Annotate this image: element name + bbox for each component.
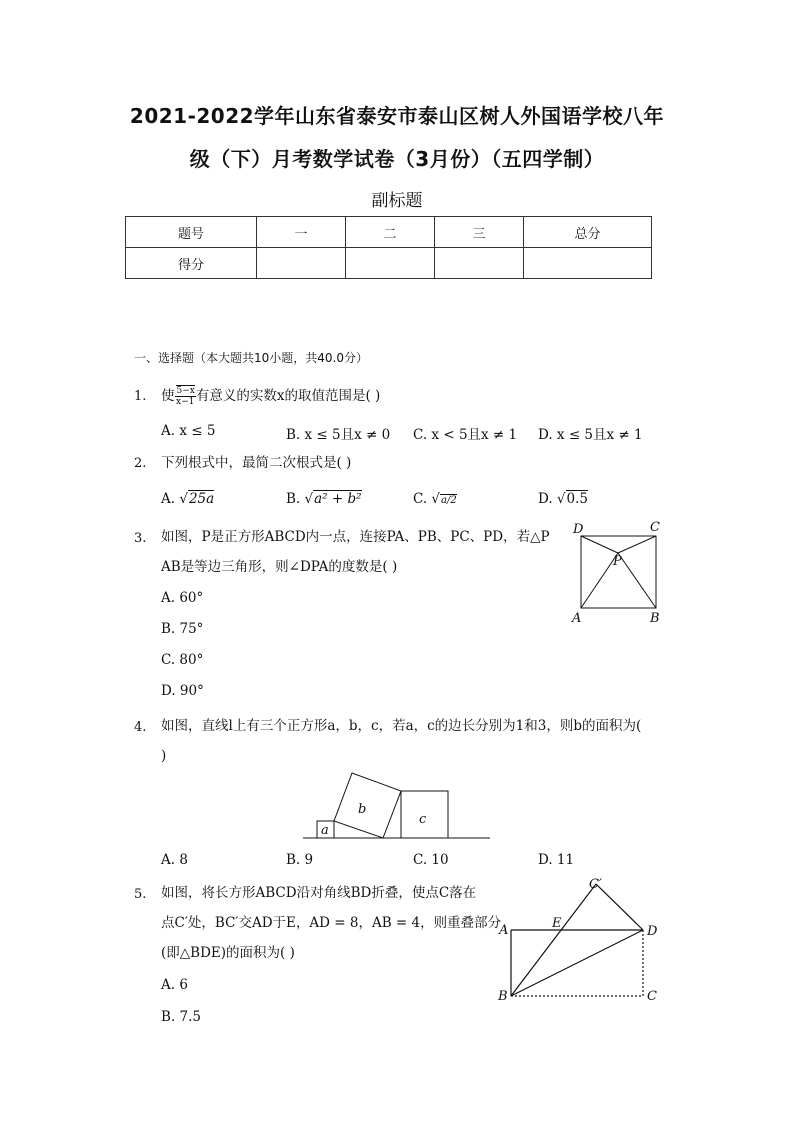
option: A. 6 (161, 977, 188, 993)
label-a: a (321, 823, 329, 838)
label-d: D (573, 522, 584, 537)
label-c: C (647, 989, 657, 1004)
score-cell (435, 248, 524, 279)
label-b: B (650, 611, 660, 626)
label-a: A (572, 611, 582, 626)
square-abcd (581, 536, 656, 608)
score-table (125, 216, 652, 279)
page-subtitle: 副标题 (371, 191, 423, 211)
radicand: a² + b² (314, 491, 362, 507)
q1-denominator: x−1 (176, 397, 195, 407)
score-cell: 题号 (126, 217, 257, 248)
label-a: A (499, 923, 509, 938)
segment-pb (618, 553, 656, 608)
segment-pd (581, 536, 618, 553)
option: C. x < 5且x ≠ 1 (413, 427, 518, 443)
question-4-line1: 如图，直线l上有三个正方形a，b，c，若a，c的边长分别为1和3，则b的面积为( (161, 718, 642, 734)
option: B. 7.5 (161, 1009, 201, 1025)
segment-pc (618, 536, 656, 553)
q4-squares-figure (300, 770, 495, 845)
question-4-line2: ) (161, 748, 167, 764)
score-table-header-row (126, 217, 652, 248)
question-number: 5. (134, 887, 147, 902)
option: A. 60° (161, 590, 204, 606)
option: A. √25a (161, 491, 215, 507)
option: D. 11 (538, 852, 575, 868)
section-heading: 一、选择题（本大题共10小题，共40.0分） (134, 351, 368, 365)
option: C. 10 (413, 852, 449, 868)
option: A. x ≤ 5 (161, 423, 216, 439)
question-number: 2. (134, 456, 147, 471)
label-d: D (647, 924, 658, 939)
score-table-score-row (126, 248, 652, 279)
option-label: D. (538, 491, 553, 507)
segment-c-prime-d (596, 884, 643, 930)
label-b: b (358, 802, 367, 817)
q1-numerator: 5−x (176, 386, 195, 396)
option-label: C. (413, 491, 428, 507)
label-c-prime: C′ (589, 877, 602, 892)
question-number: 3. (134, 531, 147, 546)
question-5-line2: 点C′处，BC′交AD于E，AD = 8，AB = 4，则重叠部分 (161, 915, 502, 931)
score-cell (346, 248, 435, 279)
question-number: 1. (134, 389, 147, 404)
option: C. √a/2 (413, 491, 457, 507)
score-cell: 二 (346, 217, 435, 248)
label-p: P (613, 554, 622, 569)
label-c: C (650, 520, 660, 535)
radicand: 0.5 (566, 491, 589, 507)
option: B. 75° (161, 621, 204, 637)
q1-pre: 使 (161, 388, 175, 404)
question-5-line3: (即△BDE)的面积为( ) (161, 945, 295, 961)
question-3-line1: 如图，P是正方形ABCD内一点，连接PA、PB、PC、PD，若△P (161, 529, 550, 545)
label-e: E (552, 916, 562, 931)
option: D. x ≤ 5且x ≠ 1 (538, 427, 643, 443)
option: A. 8 (161, 852, 188, 868)
label-b: B (498, 989, 508, 1004)
question-2-stem: 下列根式中，最简二次根式是( ) (161, 455, 352, 471)
score-cell: 一 (257, 217, 346, 248)
score-cell: 得分 (126, 248, 257, 279)
option-label: B. (286, 491, 301, 507)
radicand: 25a (188, 491, 215, 507)
score-cell: 三 (435, 217, 524, 248)
q3-square-figure (570, 518, 670, 628)
option: D. 90° (161, 683, 204, 699)
segment-bd (511, 930, 643, 996)
radicand: a/2 (441, 495, 457, 506)
score-cell (257, 248, 346, 279)
option-label: A. (161, 491, 176, 507)
option: D. √0.5 (538, 491, 589, 507)
question-3-line2: AB是等边三角形，则∠DPA的度数是( ) (161, 559, 398, 575)
option: C. 80° (161, 652, 204, 668)
score-cell: 总分 (524, 217, 652, 248)
page-title-line2: 级（下）月考数学试卷（3月份）（五四学制） (189, 147, 605, 171)
q1-fraction (175, 386, 196, 407)
score-cell (524, 248, 652, 279)
option: B. 9 (286, 852, 314, 868)
question-1-stem (161, 386, 380, 407)
question-5-line1: 如图，将长方形ABCD沿对角线BD折叠，使点C落在 (161, 885, 477, 901)
square-b (334, 773, 401, 838)
question-number: 4. (134, 720, 147, 735)
q1-post: 有意义的实数x的取值范围是( ) (195, 388, 381, 404)
label-c: c (419, 812, 427, 827)
option: B. √a² + b² (286, 491, 362, 507)
option: B. x ≤ 5且x ≠ 0 (286, 427, 391, 443)
q5-fold-figure (495, 872, 670, 1007)
page-title-line1: 2021-2022学年山东省泰安市泰山区树人外国语学校八年 (129, 104, 665, 128)
segment-bc-prime (511, 884, 596, 996)
